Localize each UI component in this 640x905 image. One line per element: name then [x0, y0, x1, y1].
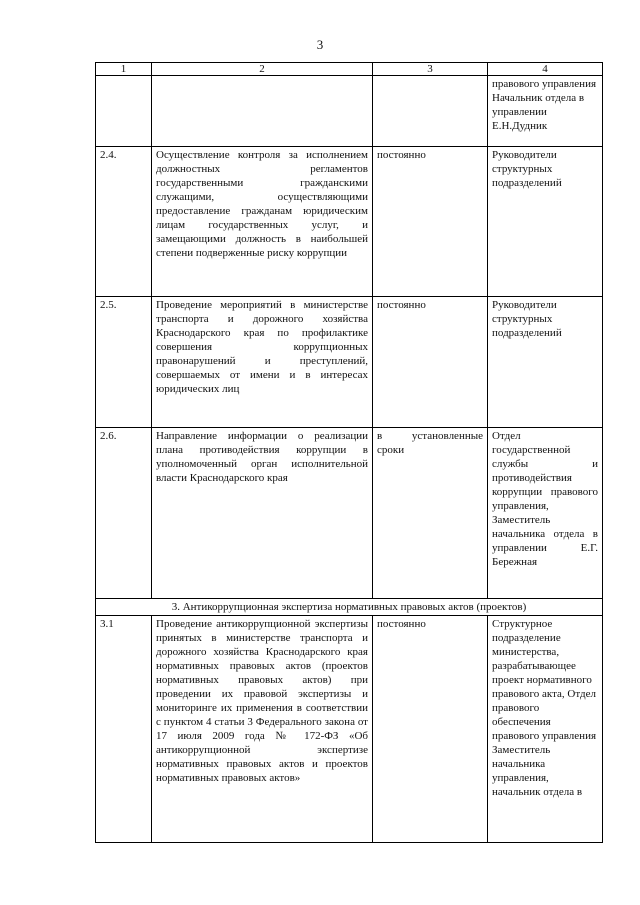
cell-measure: Осуществление контроля за исполнением должностных регламентов государственными гражданскими служащими, осуществляющими предоставление гражданам юридическим лицам государственных услуг, и замещающими должность в наибольшей степени подверженные риску коррупции — [152, 147, 373, 297]
cell-num: 2.6. — [96, 428, 152, 599]
cell-term: постоянно — [373, 297, 488, 428]
header-col-3: 3 — [373, 63, 488, 76]
cell-responsible: Руководители структурных подразделений — [488, 297, 603, 428]
cell-measure: Проведение мероприятий в министерстве транспорта и дорожного хозяйства Краснодарского края по профилактике совершения коррупционных правонарушений и преступлений, совершаемых от имени и в интересах юридических лиц — [152, 297, 373, 428]
action-plan-table — [95, 62, 603, 843]
section-3-title: 3. Антикоррупционная экспертиза нормативных правовых актов (проектов) — [96, 599, 603, 616]
table-row-3-1 — [96, 616, 603, 843]
cell-term — [373, 76, 488, 147]
cell-num: 2.5. — [96, 297, 152, 428]
table-row-continued — [96, 76, 603, 147]
cell-responsible: Отдел государственной службы и противодействия коррупции правового управления, Заместитель начальника отдела в управлении Е.Г. Бережная — [488, 428, 603, 599]
table-header-row — [96, 63, 603, 76]
cell-num: 2.4. — [96, 147, 152, 297]
cell-measure: Направление информации о реализации плана противодействия коррупции в уполномоченный орган исполнительной власти Краснодарского края — [152, 428, 373, 599]
table-row-2-5 — [96, 297, 603, 428]
cell-num — [96, 76, 152, 147]
cell-responsible: Руководители структурных подразделений — [488, 147, 603, 297]
cell-num: 3.1 — [96, 616, 152, 843]
cell-term: постоянно — [373, 616, 488, 843]
cell-measure: Проведение антикоррупционной экспертизы принятых в министерстве транспорта и дорожного хозяйства Краснодарского края нормативных правовых актов (проектов нормативных правовых актов) при проведении их правовой экспертизы и мониторинге их применения в соответствии с пунктом 4 статьи 3 Федерального закона от 17 июля 2009 года № 172-ФЗ «Об антикоррупционной экспертизе нормативных правовых актов и проектов нормативных правовых актов» — [152, 616, 373, 843]
cell-responsible: правового управления Начальник отдела в управлении Е.Н.Дудник — [488, 76, 603, 147]
cell-term: постоянно — [373, 147, 488, 297]
cell-measure — [152, 76, 373, 147]
header-col-1: 1 — [96, 63, 152, 76]
page-number: 3 — [316, 37, 324, 52]
table-row-2-4 — [96, 147, 603, 297]
section-3-header — [96, 599, 603, 616]
cell-term: в установленные сроки — [373, 428, 488, 599]
header-col-4: 4 — [488, 63, 603, 76]
header-col-2: 2 — [152, 63, 373, 76]
cell-responsible: Структурное подразделение министерства, разрабатывающее проект нормативного правового акта, Отдел правового обеспечения правового управления Заместитель начальника управления, начальник отдела в — [488, 616, 603, 843]
table-row-2-6 — [96, 428, 603, 599]
